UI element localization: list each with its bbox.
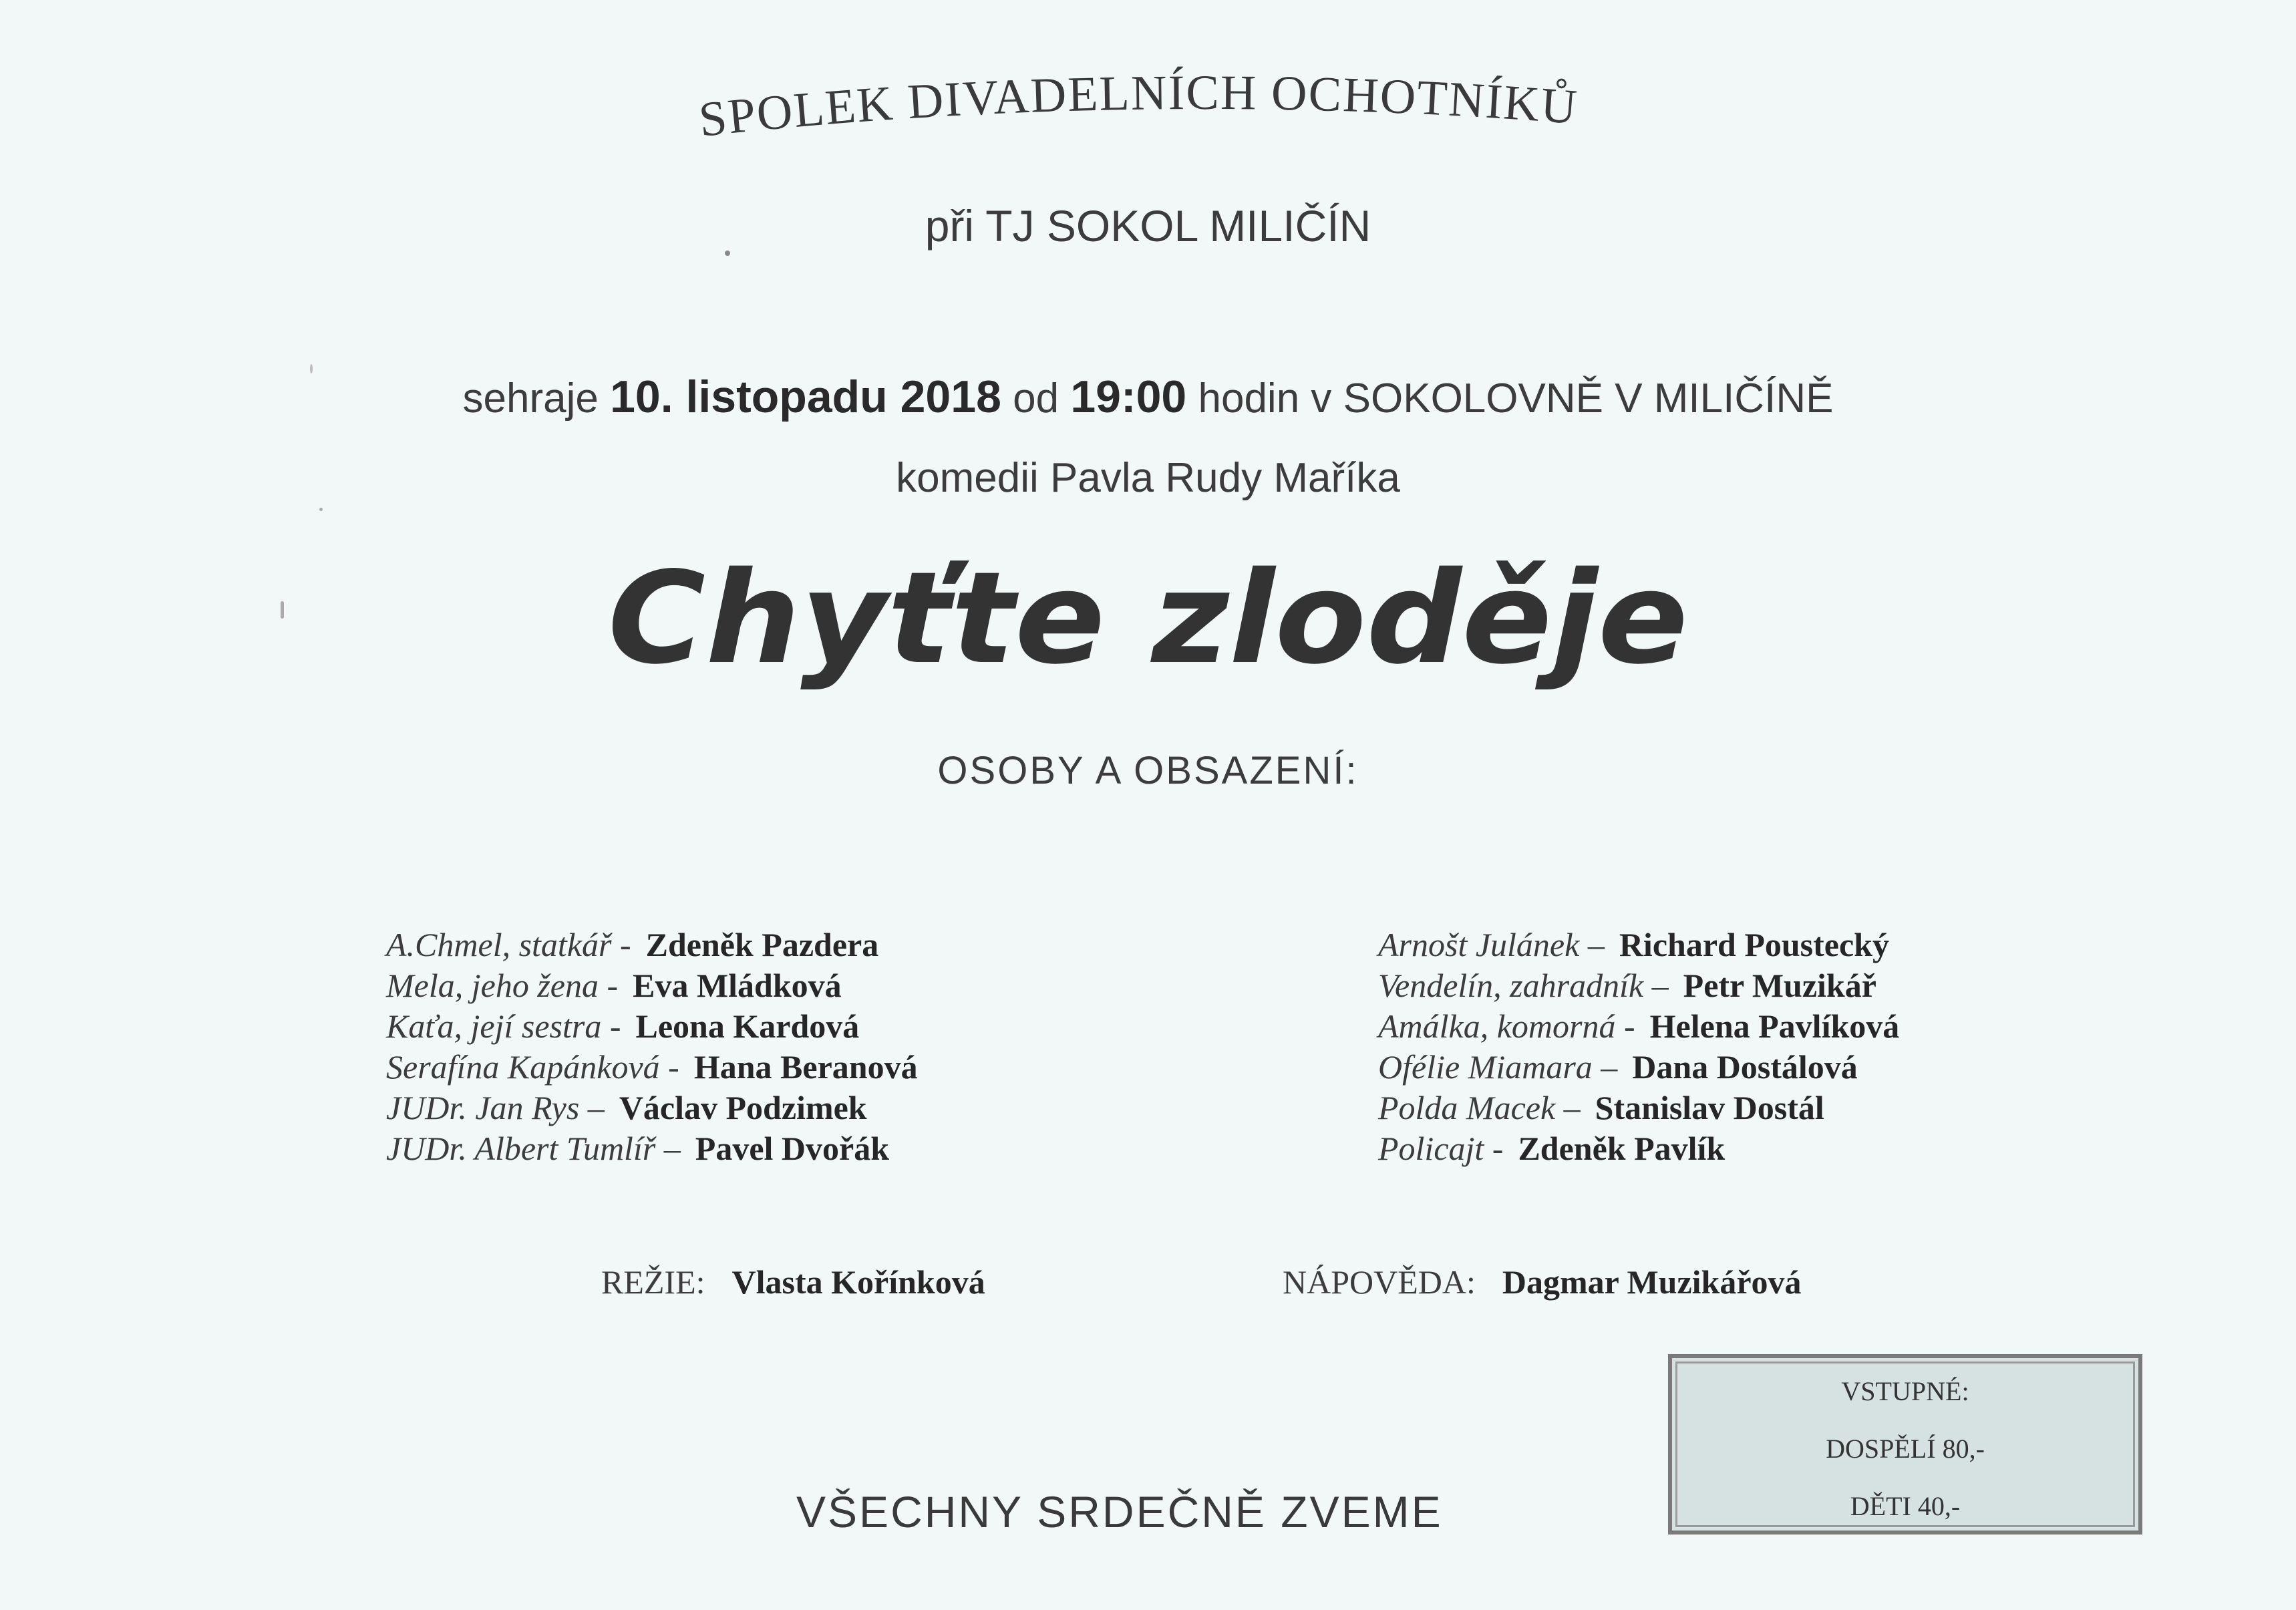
director-name: Vlasta Kořínková [731, 1263, 985, 1301]
cast-role: JUDr. Jan Rys – [386, 1089, 605, 1126]
prompter-credit [1283, 1263, 1802, 1301]
cast-row [1378, 1007, 1899, 1048]
organization-subheader: při TJ SOKOL MILIČÍN [925, 201, 1371, 251]
cast-row [386, 1129, 918, 1170]
cast-role: Kaťa, její sestra - [386, 1007, 621, 1045]
cast-actor: Richard Poustecký [1619, 926, 1889, 963]
cast-actor: Zdeněk Pazdera [645, 926, 879, 963]
event-od: od [1013, 375, 1059, 422]
cast-heading: OSOBY A OBSAZENÍ: [937, 749, 1359, 792]
cast-row [386, 1048, 918, 1088]
cast-actor: Zdeněk Pavlík [1518, 1130, 1726, 1167]
cast-actor: Stanislav Dostál [1595, 1089, 1824, 1126]
cast-role: Arnošt Julánek – [1378, 926, 1605, 963]
event-place: hodin v SOKOLOVNĚ V MILIČÍNĚ [1198, 375, 1834, 422]
cast-row [386, 1088, 918, 1129]
prompter-label: NÁPOVĚDA: [1283, 1263, 1476, 1301]
cast-actor: Leona Kardová [635, 1007, 860, 1045]
cast-row [386, 1007, 918, 1048]
cast-role: A.Chmel, statkář - [386, 926, 631, 963]
organization-name: SPOLEK DIVADELNÍCH OCHOTNÍKŮ [696, 65, 1580, 148]
scan-speck [310, 364, 313, 373]
ticket-price-box [1668, 1354, 2142, 1535]
cast-row [1378, 1088, 1899, 1129]
performance-date-line [0, 371, 2296, 423]
cast-actor: Hana Beranová [693, 1048, 918, 1086]
svg-text:SPOLEK DIVADELNÍCH OCHOTNÍKŮ [696, 65, 1580, 148]
organization-heading [0, 0, 2296, 214]
cast-actor: Petr Muzikář [1683, 967, 1876, 1004]
cast-role: Mela, jeho žena - [386, 967, 619, 1004]
cast-row [1378, 925, 1899, 966]
director-label: REŽIE: [601, 1263, 705, 1301]
cast-role: Vendelín, zahradník – [1378, 967, 1669, 1004]
cast-row [386, 966, 918, 1007]
cast-actor: Václav Podzimek [619, 1089, 867, 1126]
scan-speck [281, 601, 284, 619]
play-title: Chyťte zloděje [607, 544, 1689, 692]
event-verb: sehraje [462, 375, 599, 422]
prompter-name: Dagmar Muzikářová [1502, 1263, 1802, 1301]
director-credit [601, 1263, 985, 1301]
ticket-child-price: DĚTI 40,- [1850, 1491, 1961, 1521]
cast-role: Policajt - [1378, 1130, 1504, 1167]
cast-list-left [386, 925, 918, 1170]
event-time: 19:00 [1070, 371, 1187, 422]
cast-role: Polda Macek – [1378, 1089, 1581, 1126]
cast-row [1378, 1129, 1899, 1170]
cast-role: Amálka, komorná - [1378, 1007, 1635, 1045]
scan-speck [725, 251, 730, 256]
cast-row [1378, 1048, 1899, 1088]
cast-role: Serafína Kapánková - [386, 1048, 679, 1086]
scan-speck [319, 508, 323, 511]
event-date: 10. listopadu 2018 [610, 371, 1001, 422]
cast-actor: Eva Mládková [633, 967, 842, 1004]
cast-role: JUDr. Albert Tumlíř – [386, 1130, 681, 1167]
play-intro: komedii Pavla Rudy Maříka [896, 455, 1400, 501]
cast-row [386, 925, 918, 966]
closing-invitation: VŠECHNY SRDEČNĚ ZVEME [796, 1487, 1443, 1537]
ticket-adult-price: DOSPĚLÍ 80,- [1826, 1434, 1985, 1464]
cast-list-right [1378, 925, 1899, 1170]
cast-actor: Dana Dostálová [1632, 1048, 1858, 1086]
cast-actor: Pavel Dvořák [695, 1130, 890, 1167]
cast-actor: Helena Pavlíková [1649, 1007, 1900, 1045]
ticket-heading: VSTUPNÉ: [1841, 1376, 1969, 1406]
cast-role: Ofélie Miamara – [1378, 1048, 1618, 1086]
cast-row [1378, 966, 1899, 1007]
